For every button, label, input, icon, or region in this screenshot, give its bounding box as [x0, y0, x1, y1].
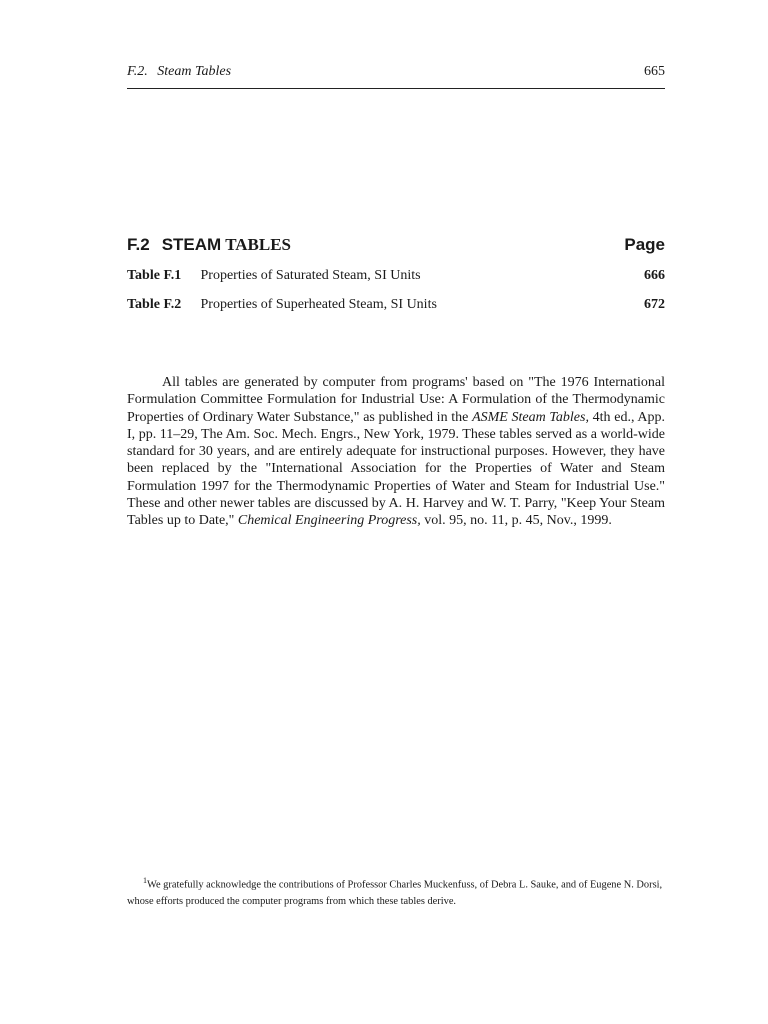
- footnote-marker: 1: [143, 876, 147, 885]
- toc-description: Properties of Saturated Steam, SI Units: [200, 268, 421, 283]
- toc-table-id: Table F.2: [127, 297, 182, 312]
- body-italic-journal: Chemical Engineering Progress,: [237, 513, 421, 529]
- toc-row: [127, 268, 665, 284]
- header-title: Steam Tables: [157, 64, 232, 79]
- header-rule: [127, 88, 665, 89]
- body-text-1: All tables are generated by computer from programs' based on "The 1976 International Formulation Committee Formulation for Industrial Use: A Formulation of the Thermodynamic Properties of Ordinary Water Substance," as published in the: [127, 375, 665, 425]
- body-paragraph: [127, 374, 665, 530]
- heading-word-steam: STEAM: [161, 235, 222, 254]
- footnote-text: We gratefully acknowledge the contributions of Professor Charles Muckenfuss, of Debra L. Sauke, and of Eugene N. Dorsi, whose efforts produced the computer programs from which these tables derive.: [127, 879, 663, 908]
- running-header: [127, 64, 665, 80]
- toc-page: 666: [644, 268, 665, 283]
- body-text-2: 4th ed., App. I, pp. 11–29, The Am. Soc. Mech. Engrs., New York, 1979. These tables served as a world-wide standard for 30 years, and are entirely adequate for instructional purposes. However, they have been replaced by the "International Association for the Properties of Water and Steam Formulation 1997 for the Thermodynamic Properties of Water and Steam for Industrial Use." These and other newer tables are discussed by A. H. Harvey and W. T. Parry, "Keep Your Steam Tables up to Date,": [127, 409, 665, 529]
- section-heading: [127, 235, 665, 255]
- body-text-3: vol. 95, no. 11, p. 45, Nov., 1999.: [420, 513, 612, 529]
- toc-table-id: Table F.1: [127, 268, 182, 283]
- body-italic-asme: ASME Steam Tables,: [472, 409, 589, 425]
- footnote: [127, 872, 665, 910]
- section-number: F.2: [127, 235, 150, 254]
- toc-description: Properties of Superheated Steam, SI Units: [200, 297, 437, 312]
- heading-word-tables: TABLES: [225, 235, 292, 254]
- header-section: F.2.: [127, 64, 148, 79]
- toc-page: 672: [644, 297, 665, 312]
- toc-row: [127, 297, 665, 313]
- page-number: 665: [644, 64, 665, 79]
- page-column-label: Page: [624, 235, 665, 254]
